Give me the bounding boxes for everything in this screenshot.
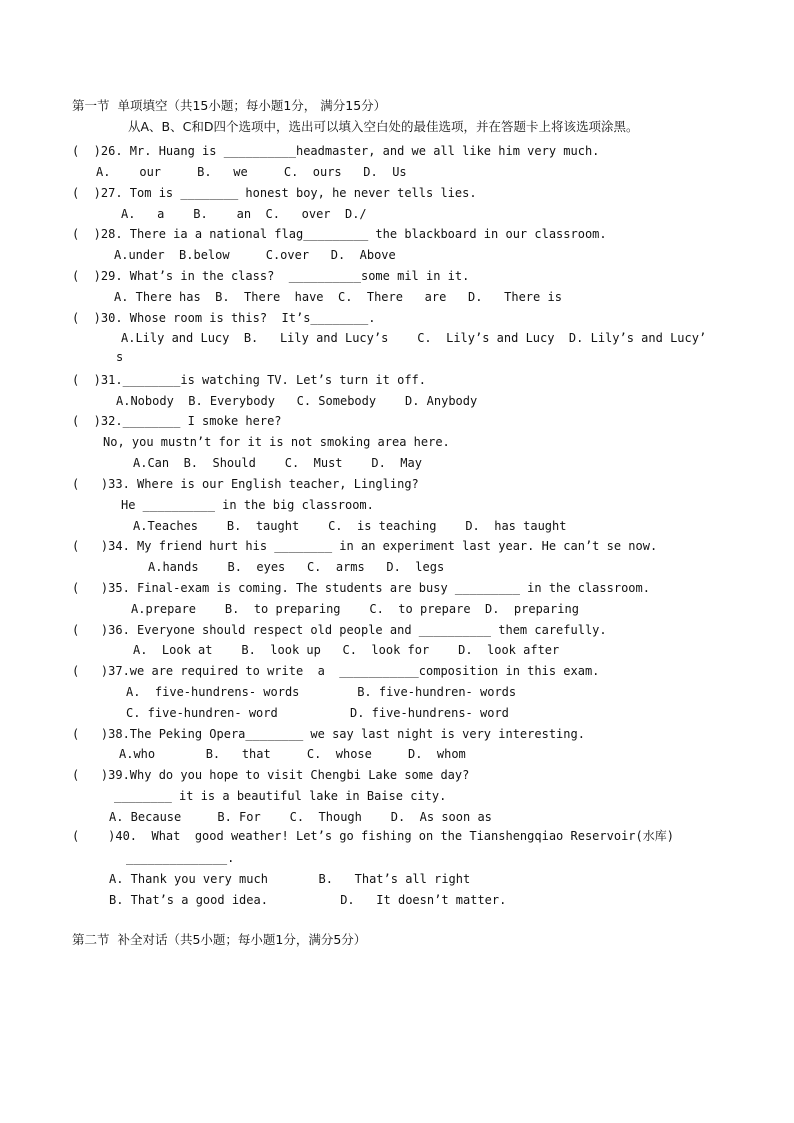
question-28: ( )28. There ia a national flag_________ the blackboard in our classroom.: [72, 227, 607, 241]
question-35-options: A.prepare B. to preparing C. to prepare D. preparing: [131, 602, 579, 616]
question-31: ( )31.________is watching TV. Let’s turn it off.: [72, 373, 427, 387]
question-32-options: A.Can B. Should C. Must D. May: [133, 456, 422, 470]
question-37: ( )37.we are required to write a ___________composition in this exam.: [72, 664, 600, 678]
question-37-options-row1: A. five-hundrens- words B. five-hundren- words: [126, 685, 517, 699]
section1-instruction: 从A、B、C和D四个选项中，选出可以填入空白处的最佳选项，并在答题卡上将该选项涂黑。: [128, 119, 639, 134]
question-39-options: A. Because B. For C. Though D. As soon as: [109, 810, 492, 824]
question-34: ( )34. My friend hurt his ________ in an experiment last year. He can’t se now.: [72, 539, 658, 553]
question-40-options-row1: A. Thank you very much B. That’s all right: [109, 872, 471, 886]
question-39-reply: ________ it is a beautiful lake in Baise city.: [114, 789, 447, 803]
question-33: ( )33. Where is our English teacher, Lingling?: [72, 477, 419, 491]
question-29-options: A. There has B. There have C. There are D. There is: [114, 290, 562, 304]
question-28-options: A.under B.below C.over D. Above: [114, 248, 396, 262]
question-33-options: A.Teaches B. taught C. is teaching D. has taught: [133, 519, 567, 533]
question-38-options: A.who B. that C. whose D. whom: [119, 747, 466, 761]
question-37-options-row2: C. five-hundren- word D. five-hundrens- word: [126, 706, 509, 720]
question-39: ( )39.Why do you hope to visit Chengbi Lake some day?: [72, 768, 470, 782]
question-40: ( )40. What good weather! Let’s go fishing on the Tianshengqiao Reservoir(水库): [72, 829, 674, 843]
question-36-options: A. Look at B. look up C. look for D. look after: [133, 643, 560, 657]
question-34-options: A.hands B. eyes C. arms D. legs: [148, 560, 445, 574]
question-30-options: A.Lily and Lucy B. Lily and Lucy’s C. Lily’s and Lucy D. Lily’s and Lucy’: [121, 331, 707, 345]
question-33-reply: He __________ in the big classroom.: [121, 498, 374, 512]
question-40-options-row2: B. That’s a good idea. D. It doesn’t matter.: [109, 893, 507, 907]
question-27-options: A. a B. an C. over D./: [121, 207, 367, 221]
question-26: ( )26. Mr. Huang is __________headmaster, and we all like him very much.: [72, 144, 600, 158]
question-32: ( )32.________ I smoke here?: [72, 414, 282, 428]
section1-title: 第一节 单项填空（共15小题；每小题1分， 满分15分）: [72, 98, 387, 113]
question-26-options: A. our B. we C. ours D. Us: [96, 165, 407, 179]
section2-title: 第二节 补全对话（共5小题；每小题1分，满分5分）: [72, 932, 367, 947]
question-31-options: A.Nobody B. Everybody C. Somebody D. Anybody: [116, 394, 478, 408]
question-40-blank: ______________.: [126, 851, 235, 865]
question-36: ( )36. Everyone should respect old people and __________ them carefully.: [72, 623, 607, 637]
question-30: ( )30. Whose room is this? It’s________.: [72, 311, 376, 325]
question-27: ( )27. Tom is ________ honest boy, he never tells lies.: [72, 186, 477, 200]
question-30-options-wrap: s: [116, 350, 124, 364]
question-35: ( )35. Final-exam is coming. The students are busy _________ in the classroom.: [72, 581, 650, 595]
question-38: ( )38.The Peking Opera________ we say last night is very interesting.: [72, 727, 585, 741]
question-29: ( )29. What’s in the class? __________some mil in it.: [72, 269, 470, 283]
question-32-reply: No, you mustn’t for it is not smoking area here.: [103, 435, 450, 449]
